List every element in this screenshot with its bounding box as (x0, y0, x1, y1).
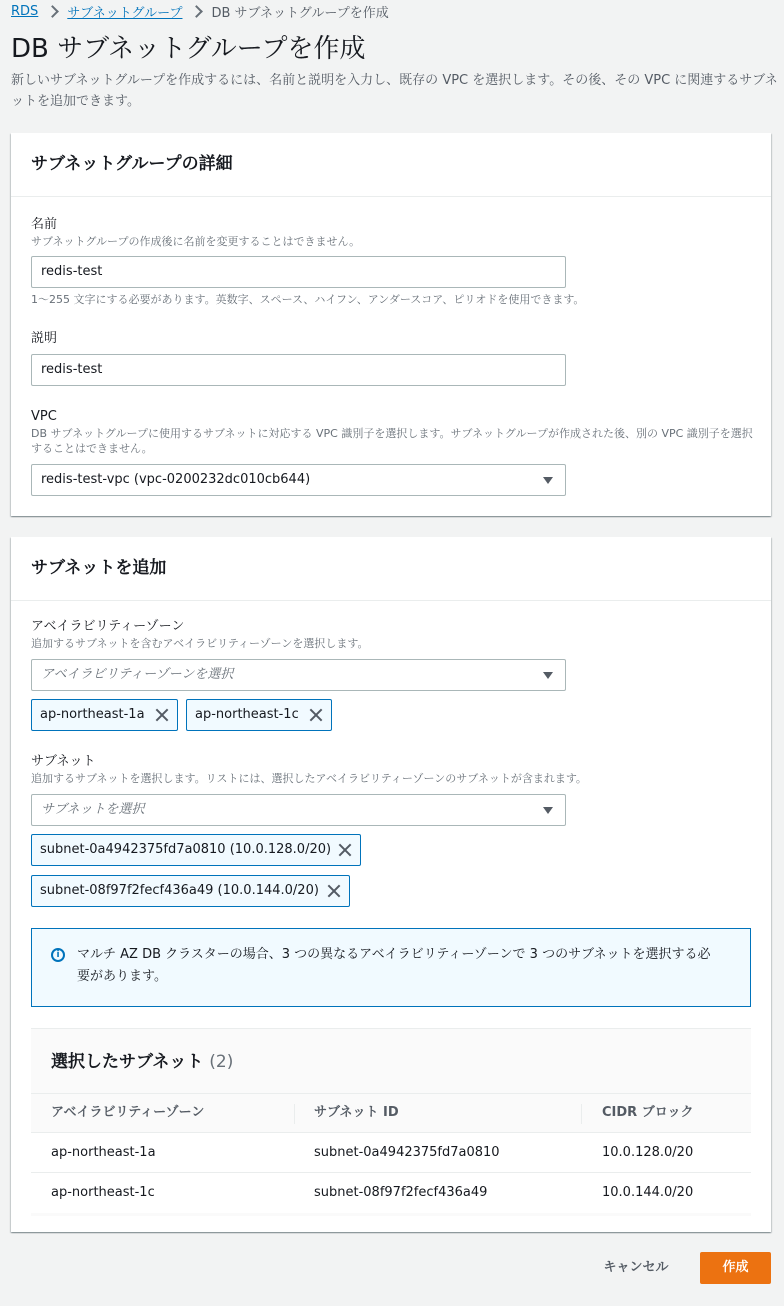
subnet-description: 追加するサブネットを選択します。リストには、選択したアベイラビリティーゾーンのサブネットが含まれます。 (31, 772, 587, 785)
az-select-placeholder: アベイラビリティーゾーンを選択 (41, 667, 234, 682)
cell-subnet-id: subnet-0a4942375fd7a0810 (314, 1145, 500, 1160)
table-row (31, 1173, 751, 1213)
name-label: 名前 (31, 217, 58, 232)
az-field-label-group (31, 618, 368, 651)
selected-subnets-count: (2) (209, 1052, 234, 1072)
name-field-label-group (31, 216, 360, 249)
az-token (31, 699, 178, 731)
subnet-select-placeholder: サブネットを選択 (41, 802, 145, 817)
breadcrumb-rds-link[interactable]: RDS (11, 3, 39, 19)
chevron-right-icon (46, 5, 59, 18)
subnet-token (31, 834, 361, 866)
az-label: アベイラビリティーゾーン (31, 619, 185, 634)
description-input[interactable]: redis-test (31, 354, 566, 386)
cell-cidr: 10.0.128.0/20 (602, 1145, 694, 1160)
cell-cidr: 10.0.144.0/20 (602, 1185, 694, 1200)
name-description: サブネットグループの作成後に名前を変更することはできません。 (31, 235, 361, 248)
selected-subnets-table (31, 1093, 751, 1213)
info-alert-text: マルチ AZ DB クラスターの場合、3 つの異なるアベイラビリティーゾーンで 3 つのサブネットを選択する必要があります。 (77, 947, 711, 984)
cell-subnet-id: subnet-08f97f2fecf436a49 (314, 1185, 488, 1200)
info-alert (31, 928, 751, 1007)
cell-az: ap-northeast-1a (51, 1145, 156, 1160)
close-icon[interactable] (327, 884, 341, 898)
breadcrumb-subnet-groups-link[interactable]: サブネットグループ (67, 5, 183, 21)
name-input[interactable]: redis-test (31, 256, 566, 288)
vpc-description: DB サブネットグループに使用するサブネットに対応する VPC 識別子を選択します。サブネットグループが作成された後、別の VPC 識別子を選択することはできません。 (31, 427, 753, 455)
subnet-label: サブネット (31, 754, 96, 769)
info-icon: i (51, 948, 65, 962)
subnet-field-label-group (31, 753, 587, 786)
page-title: DB サブネットグループを作成 (11, 34, 366, 64)
az-description: 追加するサブネットを含むアベイラビリティーゾーンを選択します。 (31, 637, 369, 650)
subnet-group-details-panel (11, 133, 771, 516)
column-header-subnet-id: サブネット ID (314, 1105, 399, 1120)
caret-down-icon (543, 672, 553, 679)
create-button[interactable]: 作成 (700, 1252, 771, 1284)
vpc-select[interactable] (31, 464, 566, 496)
column-divider (581, 1104, 582, 1124)
caret-down-icon (543, 807, 553, 814)
selected-subnets-container (31, 1028, 751, 1216)
vpc-select-value: redis-test-vpc (vpc-0200232dc010cb644) (41, 472, 311, 487)
name-constraint: 1〜255 文字にする必要があります。英数字、スペース、ハイフン、アンダースコア、ピリオドを使用できます。 (31, 293, 585, 306)
az-token (186, 699, 332, 731)
close-icon[interactable] (338, 843, 352, 857)
close-icon[interactable] (155, 708, 169, 722)
panel-title: サブネットを追加 (31, 558, 167, 578)
panel-header (11, 537, 771, 601)
panel-header (11, 133, 771, 197)
cell-az: ap-northeast-1c (51, 1185, 155, 1200)
table-header (31, 1093, 751, 1133)
subnet-token-label: subnet-0a4942375fd7a0810 (10.0.128.0/20) (40, 842, 332, 857)
subnet-token (31, 875, 350, 907)
az-select[interactable] (31, 659, 566, 691)
description-field-label-group (31, 330, 57, 348)
caret-down-icon (543, 477, 553, 484)
selected-subnets-title-text: 選択したサブネット (51, 1052, 204, 1072)
subnet-select[interactable] (31, 794, 566, 826)
vpc-label: VPC (31, 409, 57, 424)
panel-title: サブネットグループの詳細 (31, 154, 233, 174)
column-header-az: アベイラビリティーゾーン (51, 1105, 205, 1120)
breadcrumb-current: DB サブネットグループを作成 (211, 5, 389, 21)
cancel-button[interactable]: キャンセル (588, 1252, 684, 1284)
column-header-cidr: CIDR ブロック (602, 1105, 694, 1120)
column-divider (294, 1104, 295, 1124)
selected-subnets-title (51, 1047, 233, 1072)
vpc-field-label-group (31, 408, 756, 456)
description-label: 説明 (31, 331, 58, 346)
breadcrumb (11, 2, 389, 20)
subnet-token-label: subnet-08f97f2fecf436a49 (10.0.144.0/20) (40, 883, 319, 898)
page-description: 新しいサブネットグループを作成するには、名前と説明を入力し、既存の VPC を選択します。その後、その VPC に関連するサブネットを追加できます。 (11, 73, 778, 109)
close-icon[interactable] (309, 708, 323, 722)
az-token-label: ap-northeast-1a (40, 707, 145, 722)
az-token-label: ap-northeast-1c (195, 707, 299, 722)
table-row (31, 1133, 751, 1173)
chevron-right-icon (191, 5, 204, 18)
add-subnets-panel (11, 537, 771, 1232)
